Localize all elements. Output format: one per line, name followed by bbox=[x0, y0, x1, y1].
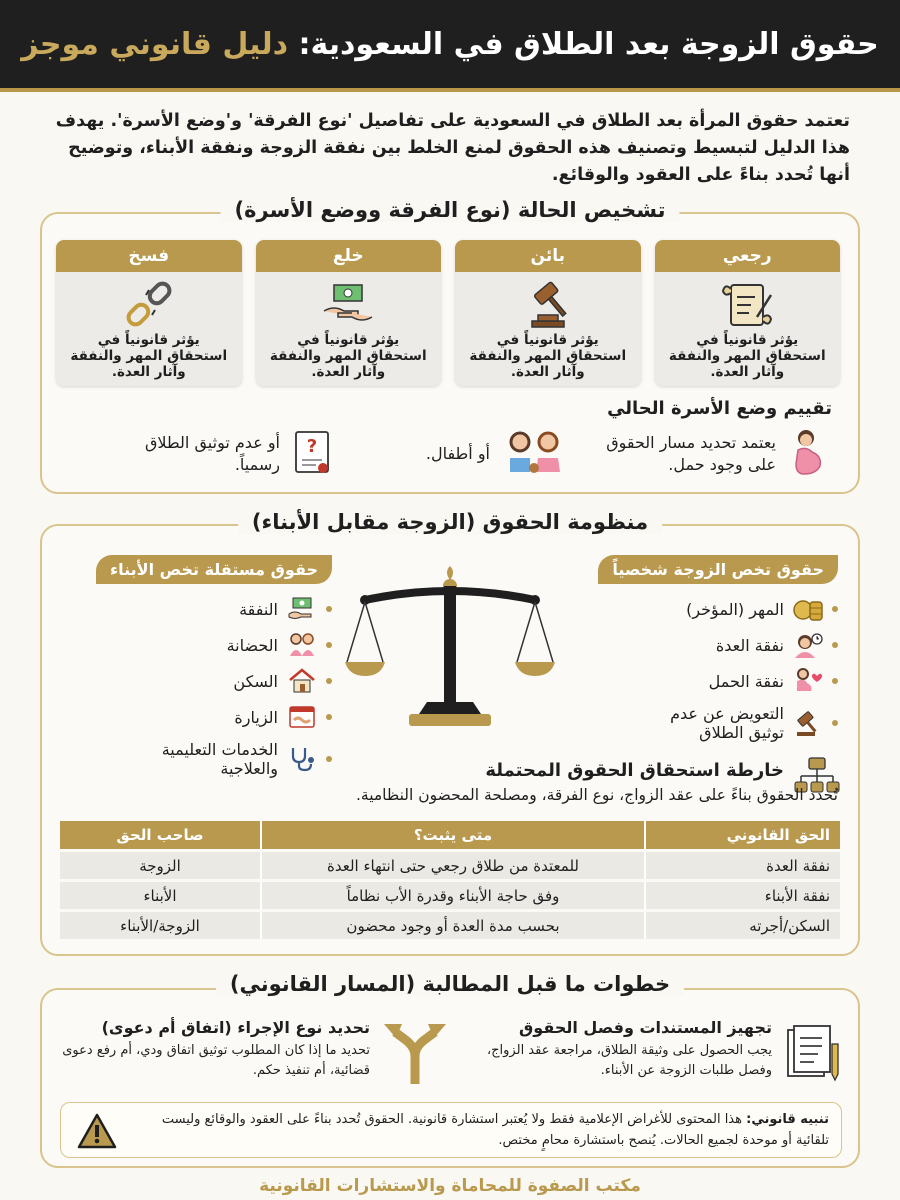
step-prepare-documents bbox=[460, 1018, 772, 1081]
list-item bbox=[92, 632, 332, 658]
item-label: النفقة bbox=[239, 599, 278, 619]
house-icon bbox=[286, 668, 318, 694]
card-label: رجعي bbox=[655, 240, 841, 272]
list-item bbox=[608, 596, 838, 622]
scale-of-justice-icon bbox=[345, 562, 555, 728]
table-row bbox=[60, 852, 840, 879]
table-header-row bbox=[60, 821, 840, 849]
card-rajei bbox=[655, 240, 841, 386]
page-title bbox=[21, 27, 879, 62]
item-label: نفقة العدة bbox=[715, 635, 784, 655]
family-text: أو عدم توثيق الطلاق رسمياً. bbox=[144, 433, 280, 474]
legal-warning bbox=[60, 1102, 842, 1158]
bullet-dot bbox=[832, 720, 838, 726]
item-label: الخدمات التعليمية والعلاجية bbox=[161, 740, 278, 778]
list-item bbox=[608, 704, 838, 742]
warning-label: تنبيه قانوني: bbox=[746, 1112, 829, 1127]
step-text: يجب الحصول على وثيقة الطلاق، مراجعة عقد الزواج، وفصل طلبات الزوجة عن الأبناء. bbox=[486, 1043, 772, 1078]
wife-rights-list bbox=[608, 596, 838, 752]
item-label: السكن bbox=[233, 671, 278, 691]
family-item-pregnancy bbox=[576, 428, 830, 480]
family-item-children bbox=[426, 428, 570, 480]
pregnant-woman-icon bbox=[786, 428, 830, 480]
list-item bbox=[92, 668, 332, 694]
card-label: خلع bbox=[256, 240, 442, 272]
bullet-dot bbox=[832, 606, 838, 612]
item-label: المهر (المؤخر) bbox=[686, 599, 784, 619]
children-rights-list bbox=[92, 596, 332, 788]
bullet-dot bbox=[326, 714, 332, 720]
steps-title: خطوات ما قبل المطالبة (المسار القانوني) bbox=[216, 972, 684, 996]
card-khul bbox=[256, 240, 442, 386]
family-title: تقييم وضع الأسرة الحالي bbox=[607, 398, 832, 419]
svg-text:?: ? bbox=[306, 436, 318, 457]
money-hand-icon bbox=[256, 276, 442, 332]
family-item-undocumented bbox=[100, 428, 334, 480]
pregnancy-heart-icon bbox=[792, 668, 824, 694]
bullet-dot bbox=[832, 678, 838, 684]
table-row bbox=[60, 882, 840, 909]
woman-clock-icon bbox=[792, 632, 824, 658]
card-label: بائن bbox=[455, 240, 641, 272]
table-cell: نفقة الأبناء bbox=[644, 882, 840, 909]
table-cell: نفقة العدة bbox=[644, 852, 840, 879]
table-cell: بحسب مدة العدة أو وجود محضون bbox=[260, 912, 644, 939]
rights-table bbox=[60, 818, 840, 942]
title-part1: حقوق الزوجة بعد الطلاق في السعودية: bbox=[298, 26, 879, 62]
warning-text bbox=[149, 1109, 829, 1151]
bullet-dot bbox=[326, 756, 332, 762]
warning-icon bbox=[77, 1113, 117, 1153]
list-item bbox=[92, 596, 332, 622]
rights-title: منظومة الحقوق (الزوجة مقابل الأبناء) bbox=[238, 510, 662, 534]
family-text: أو أطفال. bbox=[425, 444, 490, 463]
coins-icon bbox=[792, 596, 824, 622]
gavel-icon bbox=[455, 276, 641, 332]
item-label: الحضانة bbox=[226, 635, 278, 655]
list-item bbox=[92, 740, 332, 778]
stethoscope-icon bbox=[286, 746, 318, 772]
bullet-dot bbox=[326, 606, 332, 612]
step-title: تجهيز المستندات وفصل الحقوق bbox=[518, 1018, 772, 1037]
family-icon bbox=[286, 632, 318, 658]
money-hand-icon bbox=[286, 596, 318, 622]
gavel-small-icon bbox=[792, 710, 824, 736]
table-cell: وفق حاجة الأبناء وقدرة الأب نظاماً bbox=[260, 882, 644, 909]
diagnosis-title: تشخيص الحالة (نوع الفرقة ووضع الأسرة) bbox=[221, 198, 680, 222]
table-cell: الزوجة bbox=[60, 852, 260, 879]
card-text: يؤثر قانونياً في استحقاق المهر والنفقة وآثار العدة. bbox=[469, 332, 627, 380]
item-label: نفقة الحمل bbox=[708, 671, 784, 691]
bullet-dot bbox=[326, 642, 332, 648]
separation-types bbox=[56, 240, 840, 386]
card-faskh bbox=[56, 240, 242, 386]
column-header: الحق القانوني bbox=[644, 821, 840, 849]
map-title: خارطة استحقاق الحقوق المحتملة bbox=[485, 760, 784, 781]
warning-body: هذا المحتوى للأغراض الإعلامية فقط ولا يُعتبر استشارة قانونية. الحقوق تُحدد بناءً على العقود والوقائع وليست تلقائية أو موحدة لجميع الحالات. يُنصح باستشارة محامٍ مختص. bbox=[161, 1112, 829, 1148]
page-header bbox=[0, 0, 900, 92]
table-row bbox=[60, 912, 840, 939]
card-label: فسخ bbox=[56, 240, 242, 272]
step-text: تحديد ما إذا كان المطلوب توثيق اتفاق ودي، أم رفع دعوى قضائية، أم تنفيذ حكم. bbox=[62, 1043, 370, 1078]
step-choose-procedure bbox=[58, 1018, 370, 1081]
card-text: يؤثر قانونياً في استحقاق المهر والنفقة وآثار العدة. bbox=[269, 332, 427, 380]
document-question-icon bbox=[290, 428, 334, 480]
table-cell: الأبناء bbox=[60, 882, 260, 909]
children-rights-label: حقوق مستقلة تخص الأبناء bbox=[96, 555, 332, 584]
step-title: تحديد نوع الإجراء (اتفاق أم دعوى) bbox=[101, 1018, 370, 1037]
card-text: يؤثر قانونياً في استحقاق المهر والنفقة وآثار العدة. bbox=[668, 332, 826, 380]
list-item bbox=[608, 668, 838, 694]
documents-icon bbox=[784, 1024, 840, 1088]
bullet-dot bbox=[326, 678, 332, 684]
table-cell: للمعتدة من طلاق رجعي حتى انتهاء العدة bbox=[260, 852, 644, 879]
title-part2: دليل قانوني موجز bbox=[21, 26, 289, 62]
crossroads-arrows-icon bbox=[378, 1016, 452, 1090]
broken-chain-icon bbox=[56, 276, 242, 332]
card-baen bbox=[455, 240, 641, 386]
item-label: التعويض عن عدم توثيق الطلاق bbox=[670, 704, 784, 742]
bullet-dot bbox=[832, 642, 838, 648]
children-icon bbox=[500, 428, 570, 480]
scroll-icon bbox=[655, 276, 841, 332]
list-item bbox=[608, 632, 838, 658]
map-description: تُحدد الحقوق بناءً على عقد الزواج، نوع الفرقة، ومصلحة المحضون النظامية. bbox=[355, 786, 838, 804]
table-cell: السكن/أجرته bbox=[644, 912, 840, 939]
list-item bbox=[92, 704, 332, 730]
handshake-calendar-icon bbox=[286, 704, 318, 730]
item-label: الزيارة bbox=[234, 707, 278, 727]
column-header: متى يثبت؟ bbox=[260, 821, 644, 849]
footer-office-name: مكتب الصفوة للمحاماة والاستشارات القانونية bbox=[259, 1176, 641, 1196]
intro-paragraph: تعتمد حقوق المرأة بعد الطلاق في السعودية على تفاصيل 'نوع الفرقة' و'وضع الأسرة'. يهدف هذا الدليل لتبسيط وتصنيف هذه الحقوق لمنع الخلط بين نفقة الزوجة ونفقة الأبناء، وتوضيح أنها تُحدد بناءً على العقود والوقائع. bbox=[55, 111, 850, 185]
card-text: يؤثر قانونياً في استحقاق المهر والنفقة وآثار العدة. bbox=[70, 332, 228, 380]
table-cell: الزوجة/الأبناء bbox=[60, 912, 260, 939]
column-header: صاحب الحق bbox=[60, 821, 260, 849]
family-text: يعتمد تحديد مسار الحقوق على وجود حمل. bbox=[606, 433, 776, 474]
wife-rights-label: حقوق تخص الزوجة شخصياً bbox=[598, 555, 838, 584]
